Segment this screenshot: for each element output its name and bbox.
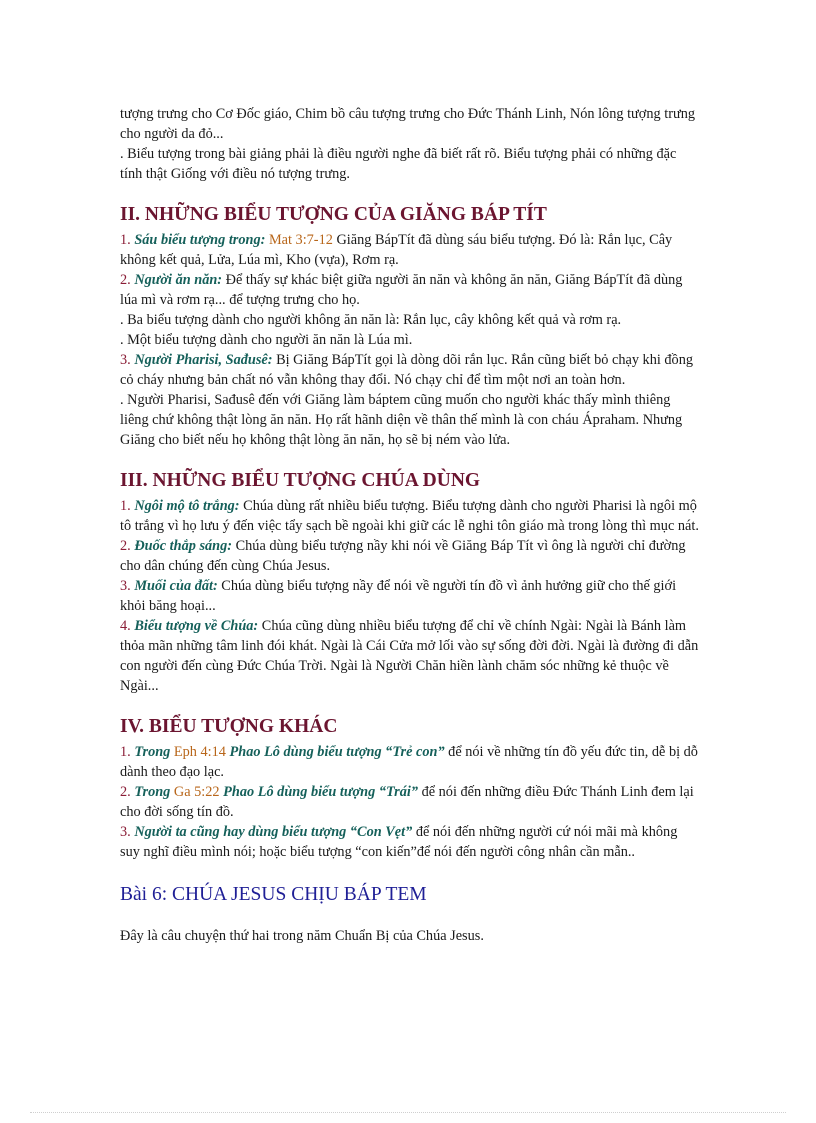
item-text: Chúa cũng dùng nhiều biểu tượng để chỉ về chính Ngài: Ngài là Bánh làm thỏa mãn những tâm linh đói khát. Ngài là Cái Cửa mở lối vào sự sống đời đời. Ngài là đường đi dẫn con người đến cùng Đức Chúa Trời. Ngài là Người Chăn hiền lành chăm sóc những kẻ thuộc về Ngài...: [120, 618, 699, 694]
item-text: Chúa dùng biểu tượng nầy để nói về người tín đồ vì ảnh hưởng giữ cho thế giới khỏi băng hoại...: [120, 578, 677, 614]
item-keyword: Trong: [134, 784, 171, 800]
item-number: 3.: [120, 824, 131, 840]
list-item: [120, 822, 700, 862]
item-number: 1.: [120, 232, 131, 248]
page-bottom-divider: [30, 1112, 786, 1113]
item-text: Bị Giăng BápTít gọi là dòng dõi rắn lục. Rắn cũng biết bỏ chạy khi đồng cỏ cháy nhưng bản chất nó vẫn không thay đổi. Nó chạy chỉ để tìm một nơi an toàn hơn.: [120, 352, 693, 388]
item-text: để nói về những tín đồ yếu đức tin, dễ bị dỗ dành theo đạo lạc.: [120, 744, 698, 780]
list-item: [120, 742, 700, 782]
item-number: 4.: [120, 618, 131, 634]
item-number: 3.: [120, 578, 131, 594]
lesson-title: Bài 6: CHÚA JESUS CHỊU BÁP TEM: [120, 884, 427, 905]
item-text: để nói đến những điều Đức Thánh Linh đem lại cho đời sống tín đồ.: [120, 784, 694, 820]
item-keyword: Trong: [134, 744, 171, 760]
paragraph: Đây là câu chuyện thứ hai trong năm Chuẩn Bị của Chúa Jesus.: [120, 928, 484, 944]
item-number: 2.: [120, 538, 131, 554]
list-item: [120, 496, 700, 536]
scripture-reference[interactable]: Mat 3:7-12: [268, 232, 333, 248]
scripture-reference[interactable]: Eph 4:14: [173, 744, 226, 760]
item-number: 2.: [120, 272, 131, 288]
item-keyword: Muối của đất:: [134, 578, 218, 594]
item-text: Chúa dùng biểu tượng nầy khi nói về Giăng Báp Tít vì ông là người chỉ đường cho dân chúng đến cùng Chúa Jesus.: [120, 538, 686, 574]
list-item: [120, 616, 700, 696]
item-keyword: Biểu tượng về Chúa:: [134, 618, 259, 634]
list-item: [120, 350, 700, 390]
item-text: để nói đến những người cứ nói mãi mà không suy nghĩ điều mình nói; hoặc biểu tượng “con kiến”để nói đến người công nhân cần mẫn..: [120, 824, 678, 860]
list-item: [120, 230, 700, 270]
item-keyword: Ngôi mộ tô trắng:: [134, 498, 240, 514]
list-item: [120, 782, 700, 822]
item-text: Giăng BápTít đã dùng sáu biểu tượng. Đó là: Rắn lục, Cây không kết quả, Lửa, Lúa mì, Kho (vựa), Rơm rạ.: [120, 232, 673, 268]
item-text: Chúa dùng rất nhiều biểu tượng. Biểu tượng dành cho người Pharisi là ngôi mộ tô trắng vì họ lưu ý đến việc tẩy sạch bề ngoài khi giữ các lễ nghi tôn giáo mà trong lòng thì mục nát.: [120, 498, 699, 534]
paragraph: . Một biểu tượng dành cho người ăn năn là Lúa mì.: [120, 332, 413, 348]
list-item: [120, 270, 700, 310]
item-number: 3.: [120, 352, 131, 368]
item-keyword: Phao Lô dùng biểu tượng “Trái”: [223, 784, 419, 800]
list-item: [120, 536, 700, 576]
list-item: [120, 576, 700, 616]
paragraph: . Ba biểu tượng dành cho người không ăn năn là: Rắn lục, cây không kết quả và rơm rạ.: [120, 312, 622, 328]
item-number: 1.: [120, 498, 131, 514]
item-keyword: Sáu biểu tượng trong:: [134, 232, 266, 248]
paragraph: . Biểu tượng trong bài giảng phải là điều người nghe đã biết rất rõ. Biểu tượng phải có những đặc tính thật Giống với điều nó tượng trưng.: [120, 146, 677, 182]
item-text: Để thấy sự khác biệt giữa người ăn năn và không ăn năn, Giăng BápTít đã dùng lúa mì và rơm rạ... để tượng trưng cho họ.: [120, 272, 683, 308]
section-heading: IV. BIỂU TƯỢNG KHÁC: [120, 716, 338, 737]
document-page: [120, 104, 700, 946]
section-heading: II. NHỮNG BIỂU TƯỢNG CỦA GIĂNG BÁP TÍT: [120, 204, 547, 225]
item-keyword: Người Pharisi, Sađusê:: [134, 352, 273, 368]
item-number: 1.: [120, 744, 131, 760]
item-number: 2.: [120, 784, 131, 800]
item-keyword: Đuốc thắp sáng:: [134, 538, 233, 554]
paragraph: tượng trưng cho Cơ Đốc giáo, Chim bồ câu tượng trưng cho Đức Thánh Linh, Nón lông tượng trưng cho người da đỏ...: [120, 106, 696, 142]
item-keyword: Người ta cũng hay dùng biểu tượng “Con Vẹt”: [134, 824, 413, 840]
scripture-reference[interactable]: Ga 5:22: [173, 784, 220, 800]
item-keyword: Phao Lô dùng biểu tượng “Trẻ con”: [229, 744, 445, 760]
item-keyword: Người ăn năn:: [134, 272, 223, 288]
section-heading: III. NHỮNG BIỂU TƯỢNG CHÚA DÙNG: [120, 470, 481, 491]
paragraph: . Người Pharisi, Sađusê đến với Giăng làm báptem cũng muốn cho người khác thấy mình thiêng liêng chứ không thật lòng ăn năn. Họ rất hãnh diện về thân thế mình là con cháu Ápraham. Nhưng Giăng cho biết nếu họ không thật lòng ăn năn, họ sẽ bị ném vào lửa.: [120, 392, 683, 448]
